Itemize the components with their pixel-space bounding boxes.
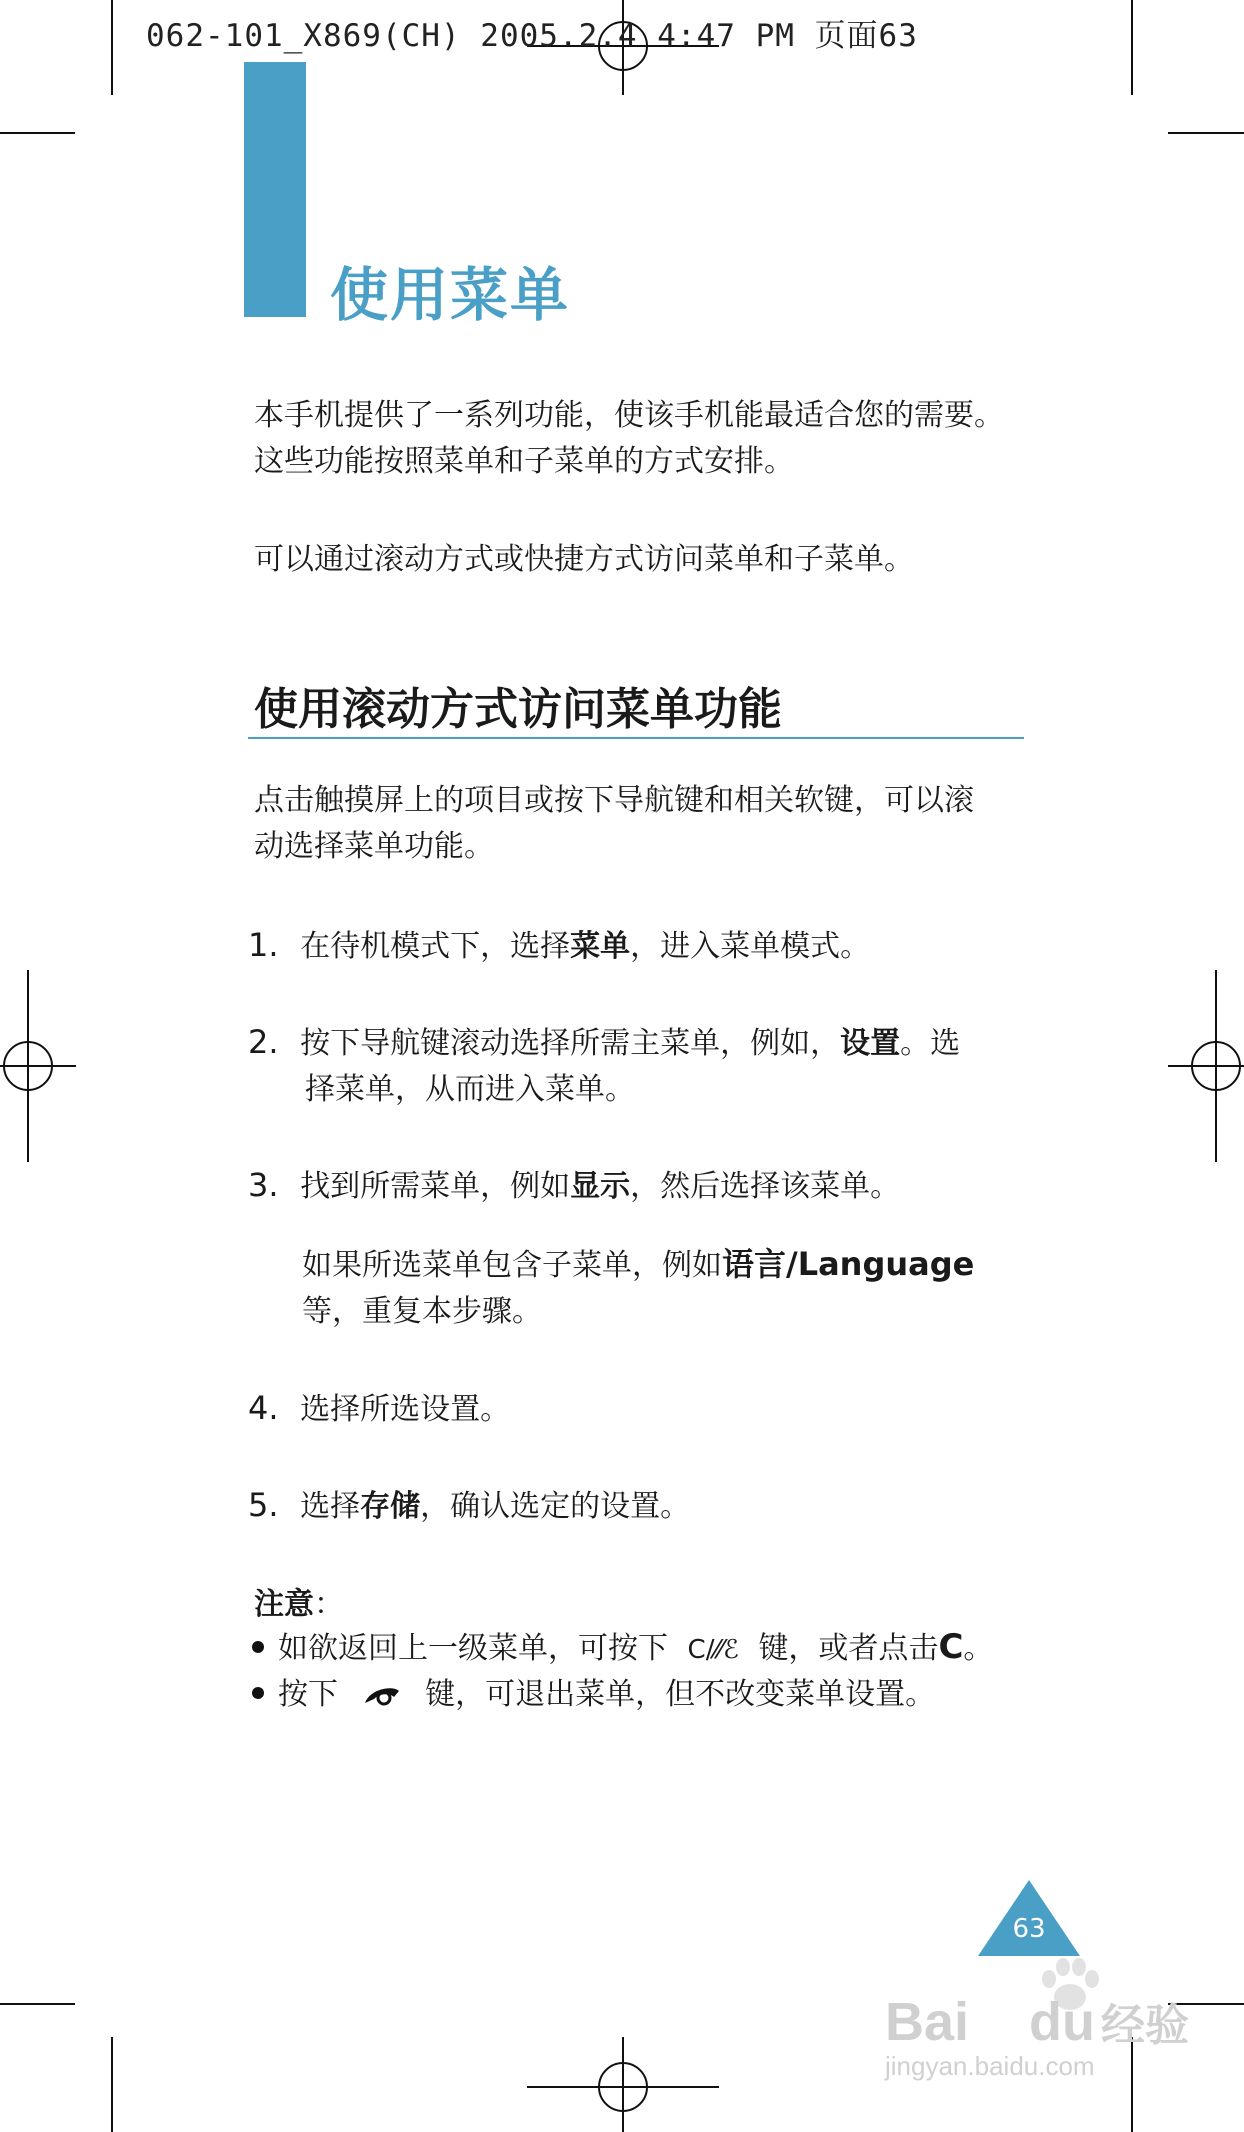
- print-header: 062-101_X869(CH) 2005.2.4 4:47 PM 页面63: [146, 18, 918, 54]
- note-bullet-2: [252, 1672, 935, 1718]
- registration-mark-right: [1168, 970, 1244, 1162]
- step-2: [248, 1019, 960, 1113]
- subnote-keyword: 语言/Language: [722, 1245, 975, 1283]
- step-3: [248, 1162, 900, 1210]
- intro-line: 这些功能按照菜单和子菜单的方式安排。: [254, 444, 794, 479]
- page-number: 63: [1012, 1914, 1046, 1944]
- note-colon: ：: [314, 1587, 344, 1622]
- crop-mark: [1168, 132, 1244, 134]
- subnote-text: 如果所选菜单包含子菜单，例如: [302, 1248, 722, 1283]
- section-divider: [248, 737, 1024, 739]
- intro-paragraph: [254, 393, 1004, 485]
- step-text: 。选: [900, 1026, 961, 1061]
- section-title: 使用滚动方式访问菜单功能: [254, 684, 782, 735]
- step-text: 在待机模式下，选择: [300, 929, 571, 964]
- page-number-badge: [978, 1880, 1080, 1956]
- page-title: 使用菜单: [330, 261, 571, 329]
- bullet-keyword: C: [938, 1627, 964, 1667]
- bullet-dot: [252, 1641, 264, 1653]
- watermark-brand: du: [1029, 1992, 1096, 2052]
- step-number: 5.: [248, 1486, 279, 1524]
- step-text: 选择所选设置。: [300, 1392, 511, 1427]
- section-intro-line: 动选择菜单功能。: [254, 829, 494, 864]
- step-text: 选择: [300, 1489, 361, 1524]
- bullet-text: 键，或者点击: [758, 1631, 939, 1666]
- title-accent-bar: [244, 62, 306, 317]
- note-title: 注意: [254, 1587, 314, 1622]
- section-intro: [254, 778, 974, 870]
- step-text: 按下导航键滚动选择所需主菜单，例如，: [300, 1026, 841, 1061]
- note-heading: [254, 1579, 344, 1628]
- watermark-url: jingyan.baidu.com: [885, 2051, 1095, 2081]
- watermark-brand-cn: 经验: [1101, 2001, 1190, 2050]
- end-call-icon: [362, 1683, 402, 1709]
- bullet-text: 键，可退出菜单，但不改变菜单设置。: [425, 1677, 936, 1712]
- section-intro-line: 点击触摸屏上的项目或按下导航键和相关软键，可以滚: [254, 783, 974, 818]
- step-keyword: 显示: [570, 1169, 631, 1204]
- step-text: ，进入菜单模式。: [630, 929, 871, 964]
- step-number: 3.: [248, 1166, 279, 1204]
- step-number: 4.: [248, 1389, 279, 1427]
- step-1: [248, 922, 870, 970]
- step-3-subnote: [302, 1241, 974, 1335]
- crop-mark: [111, 2037, 113, 2132]
- step-text: 找到所需菜单，例如: [300, 1169, 571, 1204]
- step-keyword: 菜单: [570, 929, 631, 964]
- intro-paragraph-2: 可以通过滚动方式或快捷方式访问菜单和子菜单。: [254, 542, 914, 577]
- watermark-brand: Bai: [885, 1992, 970, 2052]
- step-text: ，然后选择该菜单。: [630, 1169, 901, 1204]
- bullet-text: 如欲返回上一级菜单，可按下: [278, 1631, 668, 1666]
- step-keyword: 设置: [840, 1026, 901, 1061]
- step-text: ，确认选定的设置。: [420, 1489, 691, 1524]
- step-number: 1.: [248, 926, 279, 964]
- subnote-text-line2: 等，重复本步骤。: [302, 1294, 542, 1329]
- crop-mark: [0, 2003, 75, 2005]
- registration-mark-bottom: [527, 2037, 719, 2132]
- step-4: [248, 1385, 510, 1433]
- crop-mark: [0, 132, 75, 134]
- crop-mark: [111, 0, 113, 95]
- intro-line: 本手机提供了一系列功能，使该手机能最适合您的需要。: [254, 398, 1004, 433]
- step-5: [248, 1482, 690, 1530]
- back-key-icon: C/⁄⁄ℰ: [687, 1635, 739, 1665]
- bullet-text: 。: [963, 1631, 994, 1666]
- step-number: 2.: [248, 1023, 279, 1061]
- step-text-line2: 择菜单，从而进入菜单。: [305, 1072, 635, 1107]
- bullet-text: 按下: [278, 1677, 338, 1712]
- bullet-dot: [252, 1687, 264, 1699]
- baidu-watermark: [885, 1975, 1190, 2085]
- note-bullet-1: [252, 1624, 993, 1673]
- crop-mark: [1131, 0, 1133, 95]
- registration-mark-left: [0, 970, 76, 1162]
- step-keyword: 存储: [360, 1489, 421, 1524]
